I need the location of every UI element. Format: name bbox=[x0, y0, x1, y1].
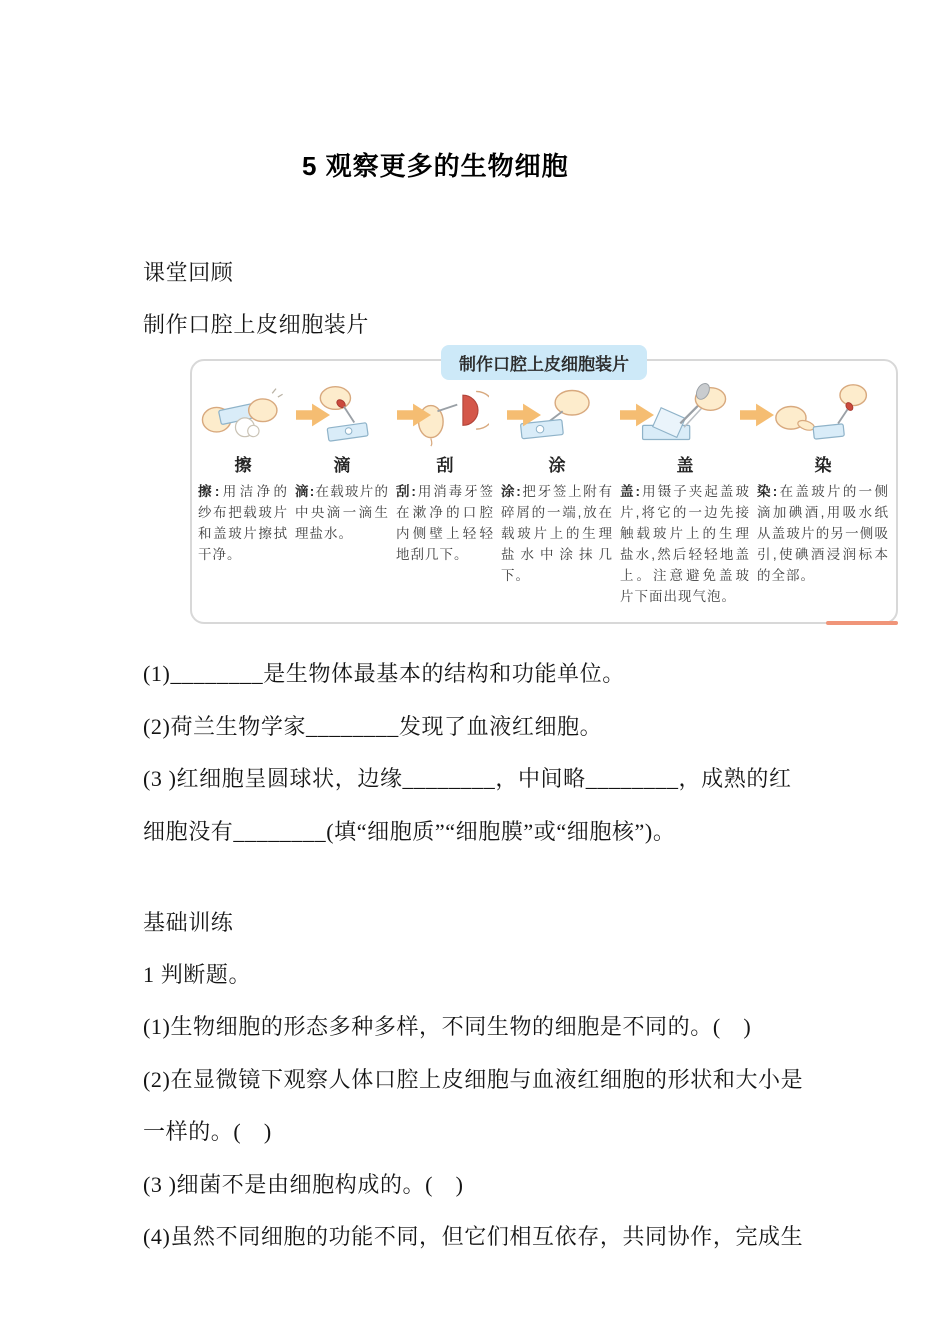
step-stain bbox=[757, 381, 889, 607]
step-wipe bbox=[198, 381, 288, 607]
judge-question-2: (2)在显微镜下观察人体口腔上皮细胞与血液红细胞的形状和大小是 bbox=[143, 1067, 804, 1092]
step-arrow-icon bbox=[397, 403, 431, 427]
step-description: 盖:用镊子夹起盖玻片,将它的一边先接触载玻片上的生理盐水,然后轻轻地盖上。注意避免盖玻片下面出现气泡。 bbox=[620, 484, 750, 604]
review-question-3: (3 )红细胞呈圆球状，边缘________，中间略________，成熟的红 bbox=[143, 766, 792, 791]
review-question-1: (1)________是生物体最基本的结构和功能单位。 bbox=[143, 661, 625, 686]
judge-question-2-cont: 一样的。( ) bbox=[143, 1119, 272, 1144]
highlight-mark bbox=[826, 621, 898, 625]
step-arrow-icon bbox=[740, 403, 774, 427]
judge-question-1: (1)生物细胞的形态多种多样，不同生物的细胞是不同的。( ) bbox=[143, 1014, 752, 1039]
wipe-slide-illustration bbox=[198, 381, 288, 449]
slide-prep-diagram bbox=[190, 355, 898, 624]
judge-section-title: 1 判断题。 bbox=[143, 962, 252, 987]
step-label: 涂 bbox=[548, 456, 566, 475]
judge-question-3: (3 )细菌不是由细胞构成的。( ) bbox=[143, 1172, 464, 1197]
judge-question-4: (4)虽然不同细胞的功能不同，但它们相互依存，共同协作，完成生 bbox=[143, 1224, 804, 1249]
step-label: 刮 bbox=[436, 456, 454, 475]
step-arrow-icon bbox=[296, 403, 330, 427]
section-heading-basic: 基础训练 bbox=[143, 910, 234, 935]
step-description: 涂:把牙签上附有碎屑的一端,放在载玻片上的生理盐水中涂抹几下。 bbox=[501, 484, 614, 583]
section-heading-review: 课堂回顾 bbox=[143, 260, 234, 285]
step-label: 滴 bbox=[333, 456, 351, 475]
step-label: 盖 bbox=[676, 456, 694, 475]
step-label: 擦 bbox=[234, 456, 252, 475]
subheading-slide-prep: 制作口腔上皮细胞装片 bbox=[143, 312, 370, 337]
step-description: 染:在盖玻片的一侧滴加碘酒,用吸水纸从盖玻片的另一侧吸引,使碘酒浸润标本的全部。 bbox=[757, 484, 889, 583]
page-title: 5 观察更多的生物细胞 bbox=[302, 151, 569, 182]
step-description: 滴:在载玻片的中央滴一滴生理盐水。 bbox=[295, 484, 389, 541]
review-question-3-cont: 细胞没有________(填“细胞质”“细胞膜”或“细胞核”)。 bbox=[143, 819, 676, 844]
step-arrow-icon bbox=[620, 403, 654, 427]
diagram-title-badge: 制作口腔上皮细胞装片 bbox=[441, 345, 647, 380]
step-label: 染 bbox=[814, 456, 832, 475]
diagram-steps bbox=[192, 361, 896, 607]
stain-iodine-illustration bbox=[757, 381, 889, 449]
step-description: 擦:用洁净的纱布把载玻片和盖玻片擦拭干净。 bbox=[198, 484, 289, 562]
step-arrow-icon bbox=[507, 403, 541, 427]
step-description: 刮:用消毒牙签在漱净的口腔内侧壁上轻轻地刮几下。 bbox=[396, 484, 495, 562]
review-question-2: (2)荷兰生物学家________发现了血液红细胞。 bbox=[143, 714, 603, 739]
